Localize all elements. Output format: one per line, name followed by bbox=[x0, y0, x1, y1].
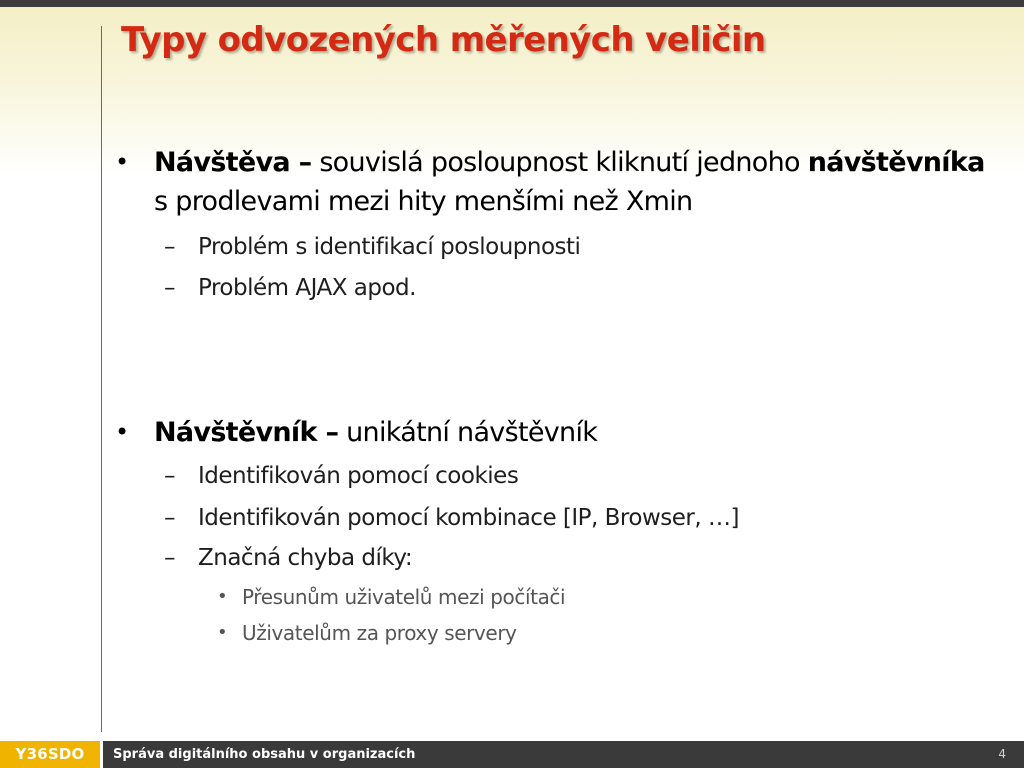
sub-item bbox=[164, 542, 1004, 574]
slide-title: Typy odvozených měřených veličin bbox=[121, 20, 766, 60]
sub-sub-item bbox=[217, 583, 997, 611]
bullet-navsteva bbox=[115, 143, 1001, 221]
dash-marker: – bbox=[164, 505, 175, 531]
dash-marker: – bbox=[164, 275, 175, 301]
dash-marker: – bbox=[164, 545, 175, 571]
term-navstevnik: Návštěvník – bbox=[154, 417, 339, 448]
bullet-marker: • bbox=[217, 586, 228, 607]
sub-item bbox=[164, 231, 1004, 263]
page-number: 4 bbox=[998, 747, 1006, 761]
sub-item-text: Problém s identifikací posloupnosti bbox=[198, 234, 581, 260]
sub-item-text: Problém AJAX apod. bbox=[198, 275, 416, 301]
course-name: Správa digitálního obsahu v organizacích bbox=[113, 747, 416, 762]
sub-sub-item-text: Přesunům uživatelů mezi počítači bbox=[242, 585, 566, 609]
bullet-marker: • bbox=[115, 148, 129, 176]
footer-separator bbox=[100, 741, 103, 768]
bullet-text bbox=[154, 413, 1001, 452]
bullet-navstevnik bbox=[115, 413, 1001, 452]
term-navsteva: Návštěva – bbox=[154, 147, 312, 178]
course-code-badge: Y36SDO bbox=[0, 741, 100, 768]
definition-part-1: souvislá posloupnost kliknutí jednoho bbox=[311, 147, 808, 178]
bullet-marker: • bbox=[115, 418, 129, 446]
sub-item-text: Identifikován pomocí kombinace [IP, Browser, …] bbox=[198, 505, 739, 531]
term-navstevnika: návštěvníka bbox=[807, 147, 985, 178]
sub-item bbox=[164, 460, 1004, 492]
definition-part-2: s prodlevami mezi hity menšími než Xmin bbox=[154, 186, 693, 217]
sub-sub-item bbox=[217, 619, 997, 647]
dash-marker: – bbox=[164, 234, 175, 260]
sub-item-text: Značná chyba díky: bbox=[198, 545, 413, 571]
sub-item bbox=[164, 272, 1004, 304]
bullet-text bbox=[154, 143, 1001, 221]
bullet-marker: • bbox=[217, 622, 228, 643]
dash-marker: – bbox=[164, 463, 175, 489]
footer-bar bbox=[0, 741, 1024, 768]
sub-sub-item-text: Uživatelům za proxy servery bbox=[242, 621, 517, 645]
definition-part-1: unikátní návštěvník bbox=[338, 417, 598, 448]
sub-item bbox=[164, 502, 1004, 534]
sub-item-text: Identifikován pomocí cookies bbox=[198, 463, 519, 489]
